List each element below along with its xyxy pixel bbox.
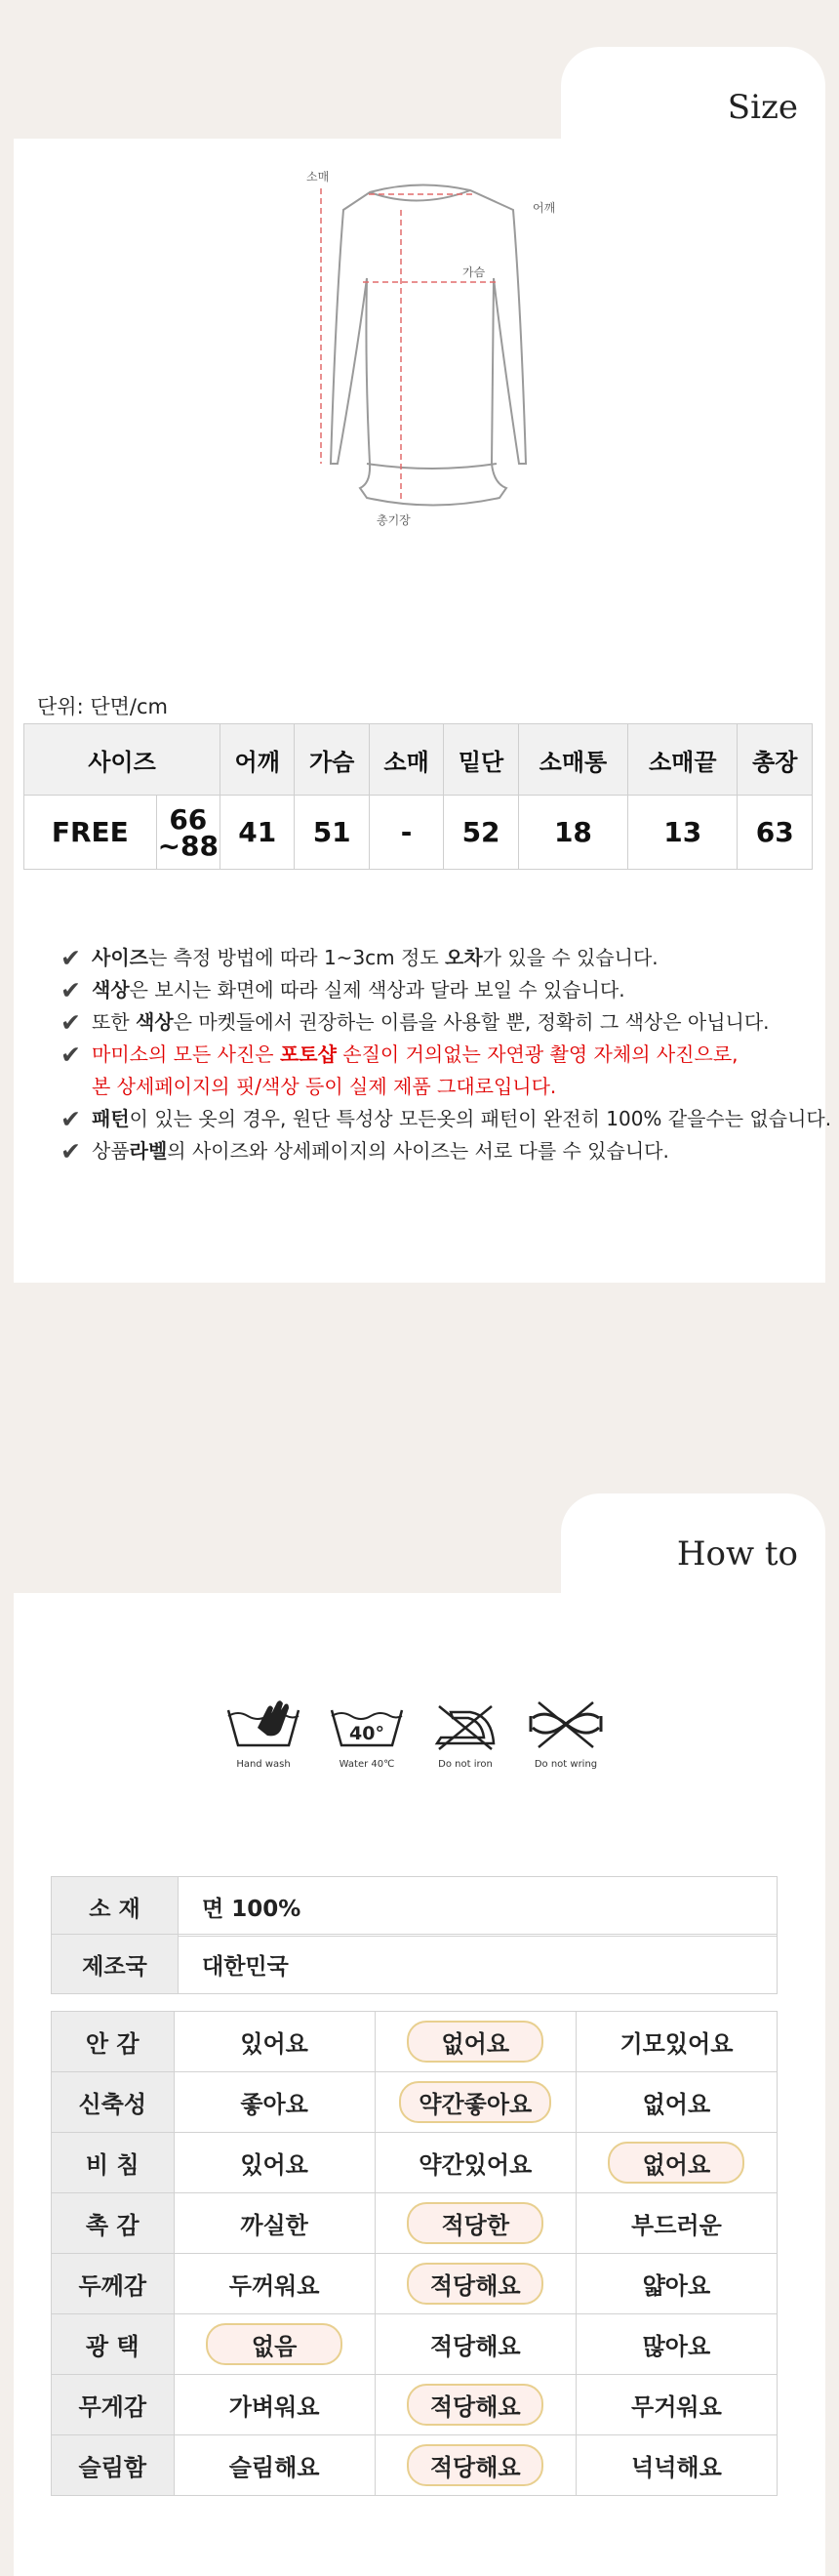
size-note bbox=[60, 942, 831, 974]
property-option bbox=[174, 2254, 375, 2314]
note-segment: 는 측정 방법에 따라 1~3cm 정도 bbox=[147, 946, 445, 969]
size-header-sleeve: 소매 bbox=[369, 724, 443, 796]
material-label: 소 재 bbox=[52, 1877, 179, 1937]
property-option bbox=[375, 2193, 576, 2254]
property-option bbox=[174, 2314, 375, 2375]
note-segment: 본 상세페이지의 핏/색상 등이 실제 제품 그대로입니다. bbox=[92, 1075, 557, 1098]
option-text: 슬림해요 bbox=[228, 2454, 320, 2481]
property-label: 무게감 bbox=[52, 2375, 175, 2435]
property-row bbox=[52, 2193, 778, 2254]
option-text: 가벼워요 bbox=[228, 2393, 320, 2421]
unit-label: 단위: 단면/cm bbox=[37, 695, 168, 718]
size-note-text bbox=[92, 1103, 831, 1135]
selected-option: 적당해요 bbox=[407, 2263, 543, 2305]
property-option bbox=[375, 2133, 576, 2193]
property-option bbox=[174, 2375, 375, 2435]
note-segment: 은 보시는 화면에 따라 실제 색상과 달라 보일 수 있습니다. bbox=[129, 978, 625, 1002]
property-option bbox=[576, 2435, 777, 2496]
option-text: 얇아요 bbox=[642, 2272, 711, 2300]
hand-wash-icon bbox=[224, 1698, 302, 1770]
property-option bbox=[576, 2314, 777, 2375]
note-emphasis: 오차 bbox=[445, 946, 483, 969]
size-value-total-length: 63 bbox=[738, 796, 813, 870]
size-header-cuff: 소매끝 bbox=[628, 724, 738, 796]
size-note bbox=[60, 1071, 831, 1103]
hand-wash-caption: Hand wash bbox=[236, 1759, 291, 1770]
selected-option: 적당한 bbox=[407, 2202, 543, 2244]
size-table bbox=[23, 723, 813, 870]
diagram-label-sleeve: 소매 bbox=[306, 171, 330, 184]
origin-table bbox=[51, 1934, 778, 1994]
property-option bbox=[174, 2193, 375, 2254]
size-header-total-length: 총장 bbox=[738, 724, 813, 796]
do-not-iron-icon bbox=[431, 1698, 499, 1770]
do-not-iron-caption: Do not iron bbox=[438, 1759, 493, 1770]
option-text: 넉넉해요 bbox=[631, 2454, 722, 2481]
material-value: 면 100% bbox=[179, 1877, 778, 1937]
note-emphasis: 사이즈 bbox=[92, 946, 148, 969]
property-row bbox=[52, 2375, 778, 2435]
property-option bbox=[174, 2072, 375, 2133]
property-option bbox=[576, 2254, 777, 2314]
selected-option: 없음 bbox=[206, 2323, 342, 2365]
selected-option: 적당해요 bbox=[407, 2444, 543, 2486]
size-table-row bbox=[24, 796, 813, 870]
size-value-sleeve-width: 18 bbox=[518, 796, 627, 870]
size-note bbox=[60, 1135, 831, 1167]
garment-measurement-diagram bbox=[287, 171, 589, 659]
note-segment: 은 마켓들에서 권장하는 이름을 사용할 뿐, 정확히 그 색상은 아닙니다. bbox=[173, 1010, 770, 1034]
note-emphasis: 패턴 bbox=[92, 1107, 130, 1130]
property-option bbox=[375, 2072, 576, 2133]
property-label: 두께감 bbox=[52, 2254, 175, 2314]
size-range-top: 66 bbox=[169, 802, 208, 836]
property-label: 신축성 bbox=[52, 2072, 175, 2133]
material-row bbox=[52, 1877, 778, 1937]
property-row bbox=[52, 2012, 778, 2072]
note-emphasis: 색상 bbox=[92, 978, 130, 1002]
property-option bbox=[174, 2133, 375, 2193]
do-not-wring-icon bbox=[527, 1698, 605, 1770]
property-row bbox=[52, 2314, 778, 2375]
option-text: 없어요 bbox=[642, 2091, 711, 2118]
check-icon: ✔ bbox=[60, 976, 81, 1004]
property-option bbox=[375, 2012, 576, 2072]
size-note bbox=[60, 1006, 831, 1039]
property-option bbox=[576, 2012, 777, 2072]
size-value-shoulder: 41 bbox=[220, 796, 295, 870]
origin-value: 대한민국 bbox=[179, 1935, 778, 1994]
option-text: 있어요 bbox=[240, 2030, 308, 2058]
water-40-caption: Water 40℃ bbox=[339, 1759, 395, 1770]
option-text: 많아요 bbox=[642, 2333, 711, 2360]
option-text: 있어요 bbox=[240, 2151, 308, 2179]
property-option bbox=[576, 2133, 777, 2193]
size-header-shoulder: 어깨 bbox=[220, 724, 295, 796]
origin-label: 제조국 bbox=[52, 1935, 179, 1994]
size-note bbox=[60, 974, 831, 1006]
selected-option: 약간좋아요 bbox=[399, 2081, 551, 2123]
property-label: 비 침 bbox=[52, 2133, 175, 2193]
property-row bbox=[52, 2072, 778, 2133]
property-option bbox=[375, 2254, 576, 2314]
property-row bbox=[52, 2133, 778, 2193]
property-label: 안 감 bbox=[52, 2012, 175, 2072]
check-icon: ✔ bbox=[60, 1137, 81, 1165]
size-header-sleeve-width: 소매통 bbox=[518, 724, 627, 796]
water-40-icon bbox=[328, 1698, 406, 1770]
check-icon: ✔ bbox=[60, 944, 81, 972]
size-value-hem: 52 bbox=[444, 796, 518, 870]
note-emphasis: 색상 bbox=[136, 1010, 174, 1034]
size-note-text bbox=[92, 1071, 556, 1103]
property-row bbox=[52, 2254, 778, 2314]
option-text: 기모있어요 bbox=[619, 2030, 734, 2058]
diagram-label-chest: 가슴 bbox=[462, 266, 486, 279]
selected-option: 없어요 bbox=[608, 2142, 744, 2184]
diagram-label-shoulder: 어깨 bbox=[533, 201, 556, 215]
note-segment: 이 있는 옷의 경우, 원단 특성상 모든옷의 패턴이 완전히 100% 같을수는 없습니다. bbox=[129, 1107, 832, 1130]
size-header-size: 사이즈 bbox=[24, 724, 220, 796]
selected-option: 적당해요 bbox=[407, 2384, 543, 2426]
size-value-chest: 51 bbox=[295, 796, 369, 870]
fabric-properties-table bbox=[51, 2011, 778, 2496]
selected-option: 없어요 bbox=[407, 2021, 543, 2063]
size-range-bottom: ~88 bbox=[157, 829, 220, 862]
property-option bbox=[576, 2193, 777, 2254]
size-table-header bbox=[24, 724, 813, 796]
property-option bbox=[375, 2435, 576, 2496]
size-range bbox=[156, 796, 220, 870]
size-note-text bbox=[92, 1039, 739, 1071]
size-note-text bbox=[92, 974, 625, 1006]
property-row bbox=[52, 2435, 778, 2496]
property-option bbox=[174, 2012, 375, 2072]
diagram-label-length: 총기장 bbox=[377, 513, 411, 527]
origin-row bbox=[52, 1935, 778, 1994]
property-option bbox=[375, 2375, 576, 2435]
property-option bbox=[576, 2072, 777, 2133]
property-label: 광 택 bbox=[52, 2314, 175, 2375]
property-option bbox=[576, 2375, 777, 2435]
note-segment: 마미소의 모든 사진은 bbox=[92, 1043, 280, 1066]
check-icon: ✔ bbox=[60, 1008, 81, 1037]
property-option bbox=[375, 2314, 576, 2375]
property-option bbox=[174, 2435, 375, 2496]
size-note-text bbox=[92, 942, 659, 974]
property-label: 슬림함 bbox=[52, 2435, 175, 2496]
size-section-title: Size bbox=[727, 88, 798, 127]
option-text: 좋아요 bbox=[240, 2091, 308, 2118]
option-text: 적당해요 bbox=[429, 2333, 521, 2360]
note-emphasis: 라벨 bbox=[129, 1139, 168, 1163]
do-not-wring-caption: Do not wring bbox=[534, 1759, 598, 1770]
size-header-hem: 밑단 bbox=[444, 724, 518, 796]
size-header-chest: 가슴 bbox=[295, 724, 369, 796]
material-table bbox=[51, 1876, 778, 1937]
check-icon: ✔ bbox=[60, 1105, 81, 1133]
size-note bbox=[60, 1103, 831, 1135]
option-text: 약간있어요 bbox=[419, 2151, 533, 2179]
property-label: 촉 감 bbox=[52, 2193, 175, 2254]
note-segment: 또한 bbox=[92, 1010, 136, 1034]
check-icon: ✔ bbox=[60, 1041, 81, 1069]
note-segment: 가 있을 수 있습니다. bbox=[482, 946, 659, 969]
water-temperature-text: 40° bbox=[349, 1723, 384, 1744]
option-text: 두꺼워요 bbox=[228, 2272, 320, 2300]
size-note-text bbox=[92, 1006, 770, 1039]
option-text: 무거워요 bbox=[631, 2393, 722, 2421]
size-notes bbox=[60, 942, 831, 1167]
option-text: 부드러운 bbox=[631, 2212, 722, 2239]
note-segment: 상품 bbox=[92, 1139, 130, 1163]
size-value-sleeve: - bbox=[369, 796, 443, 870]
note-emphasis: 포토샵 bbox=[279, 1043, 337, 1066]
note-segment: 손질이 거의없는 자연광 촬영 자체의 사진으로, bbox=[336, 1043, 739, 1066]
option-text: 까실한 bbox=[240, 2212, 308, 2239]
size-note bbox=[60, 1039, 831, 1071]
size-free: FREE bbox=[24, 796, 157, 870]
note-segment: 의 사이즈와 상세페이지의 사이즈는 서로 다를 수 있습니다. bbox=[167, 1139, 669, 1163]
size-value-cuff: 13 bbox=[628, 796, 738, 870]
size-note-text bbox=[92, 1135, 669, 1167]
care-section-title: How to bbox=[676, 1534, 798, 1574]
